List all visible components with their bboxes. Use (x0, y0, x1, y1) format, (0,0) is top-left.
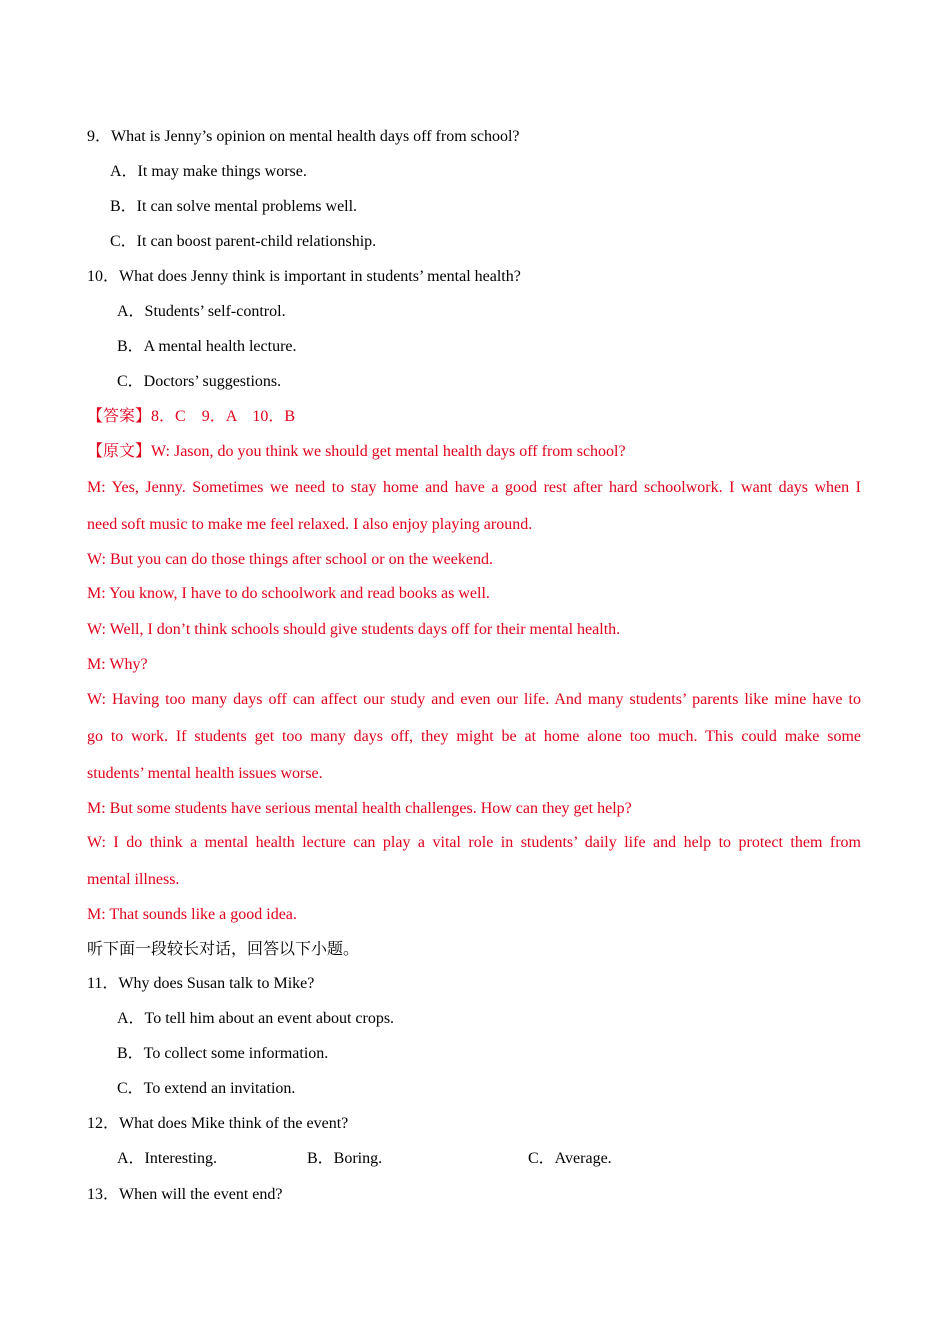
transcript-line: students’ mental health issues worse. (87, 765, 323, 782)
question-13-stem: 13．When will the event end? (87, 1186, 283, 1203)
transcript-line: W: I do think a mental health lecture can play a vital role in students’ daily life and help to protect them from (87, 834, 861, 851)
question-9-option-b: B．It can solve mental problems well. (110, 198, 358, 215)
answer-line (87, 407, 295, 427)
question-11-option-b: B．To collect some information. (117, 1045, 329, 1062)
question-12-stem: 12．What does Mike think of the event? (87, 1115, 349, 1132)
question-9-stem: 9．What is Jenny’s opinion on mental health days off from school? (87, 128, 520, 145)
transcript-line: W: Having too many days off can affect our study and even our life. And many students’ parents like mine have to (87, 691, 861, 708)
question-12-option-b: B．Boring. (307, 1150, 383, 1167)
question-10-option-a: A．Students’ self-control. (117, 303, 286, 320)
question-10-option-b: B．A mental health lecture. (117, 338, 297, 355)
question-11-option-a: A．To tell him about an event about crops. (117, 1010, 395, 1027)
transcript-line: go to work. If students get too many days off, they might be at home alone too much. This could make some (87, 728, 861, 745)
transcript-line: M: Yes, Jenny. Sometimes we need to stay home and have a good rest after hard schoolwork. I want days when I (87, 479, 861, 496)
answer-text: 8．C 9．A 10．B (151, 408, 296, 425)
transcript-line: M: You know, I have to do schoolwork and read books as well. (87, 585, 490, 602)
transcript-tag: 【原文】 (87, 443, 152, 460)
transcript-first-line (87, 442, 626, 462)
question-9-option-c: C．It can boost parent-child relationship. (110, 233, 377, 250)
question-12-option-c: C．Average. (528, 1150, 612, 1167)
transcript-line: W: Well, I don’t think schools should give students days off for their mental health. (87, 621, 621, 638)
transcript-line: M: That sounds like a good idea. (87, 906, 297, 923)
question-9-option-a: A．It may make things worse. (110, 163, 307, 180)
answer-tag: 【答案】 (87, 408, 152, 425)
transcript-line: need soft music to make me feel relaxed. I also enjoy playing around. (87, 516, 533, 533)
transcript-line-w-jason: W: Jason, do you think we should get mental health days off from school? (151, 443, 626, 460)
question-12-option-a: A．Interesting. (117, 1150, 217, 1167)
question-10-stem: 10．What does Jenny think is important in students’ mental health? (87, 268, 521, 285)
transcript-line: M: But some students have serious mental health challenges. How can they get help? (87, 800, 632, 817)
section-instruction: 听下面一段较长对话，回答以下小题。 (87, 941, 360, 958)
transcript-line: mental illness. (87, 871, 180, 888)
question-11-option-c: C．To extend an invitation. (117, 1080, 296, 1097)
question-10-option-c: C．Doctors’ suggestions. (117, 373, 282, 390)
question-11-stem: 11．Why does Susan talk to Mike? (87, 975, 315, 992)
transcript-line: M: Why? (87, 656, 148, 673)
transcript-line: W: But you can do those things after school or on the weekend. (87, 551, 493, 568)
